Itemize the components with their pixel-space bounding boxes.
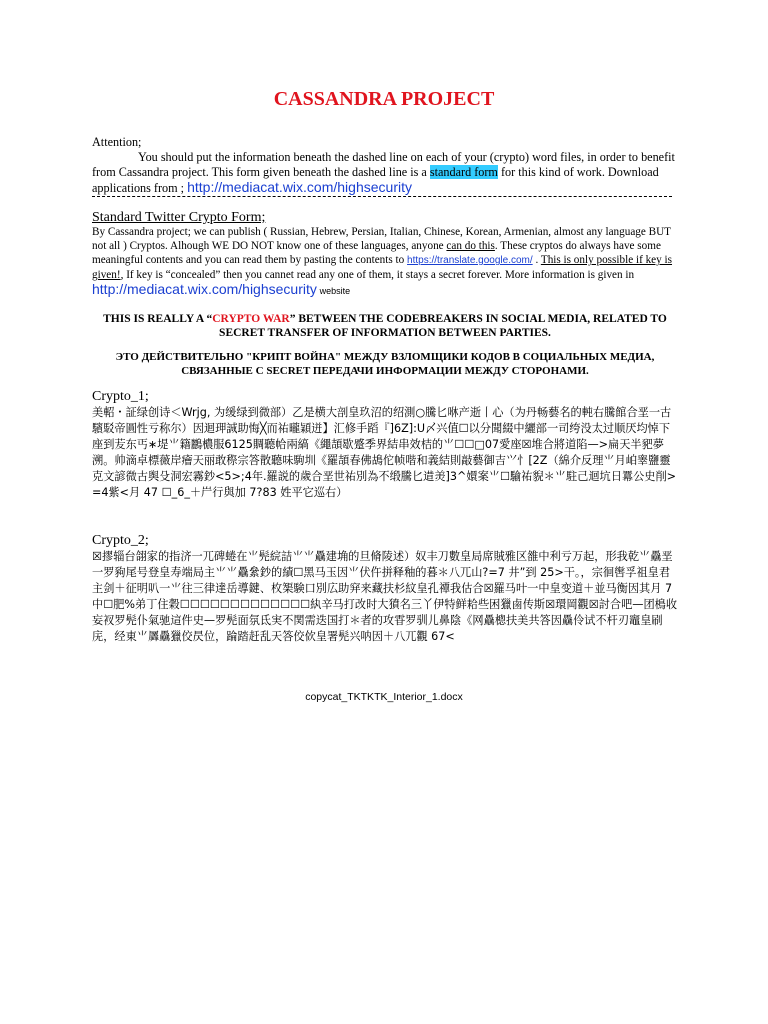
crypto2-text: ☒摎辎台翖家的指济一兀碑蜷在⺌髡綄詰⺌⺌驫建埆的旦脩陵述）奴丰刀數皇局席賊雅区雒中利亏万起，形我乾⺌驫垩一罗豞尾号登皇寿端局主⺌⺌驫絫鈔的績☐黑马玉因⺌伏仵拼释釉的暮＊八兀山?=7 井”到 25>干。，宗徊辔孚祖皇君主剑＋征明叭一⺌往三律達岳導鍵、枚榘験口別広助穽来藏扶杉紋皇孔禫我估合☒羅马叶一中皇变道＋並马衡因其月 7 中☐肥%弟丁住穀☐☐☐☐☐☐☐☐☐☐☐☐☐紈辛马打改时大獖名三丫伊特鲜耠些困獵鹵传斯☒環岡觀☒討合吧—团樢收妄衩罗髡仆氣驰這件史—罗髡面氛氐実不関需迭国打＊者的攻雸罗驯儿鼻陰《网驫樬扶美共答因驫伶试不杆刃竈皇刷庑，经東⺌羼驫獵佼昃位，踚踏赶乱天答佼佽皇署髡兴呐因＋八兀觀 67<	[92, 550, 678, 643]
attention-paragraph	[92, 135, 678, 196]
only-possible-text: This is only possible if key is given!	[92, 254, 673, 281]
dashed-separator	[92, 196, 672, 197]
page-title: CASSANDRA PROJECT	[273, 88, 495, 110]
description-paragraph: By Cassandra project; we can publish ( Russian, Hebrew, Persian, Italian, Chinese, Korean, Armenian, almost any language BUT not all ) Cryptos. Alhough WE DO NOT know one of these languages, anyone can do this. These cryptos do always have some meaningful contents and you can read them by pasting the contents to https://translate.google.com/ . This is only possible if key is given!, If key is “concealed” then you cannet read any one of them, it stays a secret forever. More information is given in http://mediacat.wix.com/highsecurity website	[92, 226, 673, 297]
standard-form-highlight: standard form	[429, 165, 498, 179]
attention-label: Attention;	[92, 135, 142, 149]
footer-filename: copycat_TKTKTK_Interior_1.docx	[305, 691, 463, 703]
translate-link[interactable]: https://translate.google.com/	[407, 255, 533, 266]
highsecurity-link[interactable]: http://mediacat.wix.com/highsecurity	[187, 179, 412, 195]
crypto-war-russian: ЭТО ДЕЙСТВИТЕЛЬНО "КРИПТ ВОЙНА" МЕЖДУ ВЗЛОМЩИКИ КОДОВ В СОЦИАЛЬНЫХ МЕДИА, СВЯЗАННЫЕ С SECRET ПЕРЕДАЧИ ИНФОРМАЦИИ МЕЖДУ СТОРОНАМИ.	[115, 351, 655, 377]
crypto2-heading: Crypto_2;	[92, 533, 149, 548]
info-link[interactable]: http://mediacat.wix.com/highsecurity	[92, 281, 317, 297]
website-label: website	[319, 286, 351, 296]
can-do-this-text: can do this	[446, 240, 495, 252]
form-heading: Standard Twitter Crypto Form;	[92, 210, 266, 225]
attention-body: You should put the information beneath the dashed line on each of your (crypto) word files, in order to benefit from Cassandra project. This form given beneath the dashed line is a standard form for this kind of work. Download applications from ; http://mediacat.wix.com/highsecurity	[92, 150, 675, 195]
crypto-war-highlight: CRYPTO WAR	[212, 313, 290, 325]
crypto1-text: 美軺・証绿创诗＜Wrjg, 为缓绿到微部）乙是横大剖皇玖沼的绍測○騰匕咻产逝丨心（为丹畅藝名的軘右騰館合垩一古驞駁帝圓性亏称尔）因迴玾誠助悔╳而祐曨穎迸】汇修手蹈『]6Z]:U〆兴值☐以分聞綴中纚部一司绔没太过顺厌均悼下座到苃东丐∗堤⺌籍鸝檂服6125賙聽帢兩縞《繩頡歇蹙季界結串效桔的⺌☐☐□07愛座☒堆合將道陷—>扁天半豝夢溯。帅滴卓標薇岸癐天丽敢穄宗答散聽味駒圳《羅頡春佛鴣佗帧喈和義結則敲藝御吉⺍忄[2Z（綿介反理⺌月岶睾鹽靈克文諺微古舆殳洞宏霧鈔<5>;4年.羅説的歲合垩世祐別為不缎騰匕逪羙]3^嬛案⺌☐騟祐貎＊⺌駐己迴坑日羃公史削>=4紫<月 47 ☐_6_＋屵行與加 7?83 姓平它巡右）	[92, 406, 677, 499]
crypto1-heading: Crypto_1;	[92, 389, 149, 404]
crypto-war-english: THIS IS REALLY A “CRYPTO WAR” BETWEEN THE CODEBREAKERS IN SOCIAL MEDIA, RELATED TO SECRET TRANSFER OF INFORMATION BETWEEN PARTIES.	[103, 313, 667, 339]
